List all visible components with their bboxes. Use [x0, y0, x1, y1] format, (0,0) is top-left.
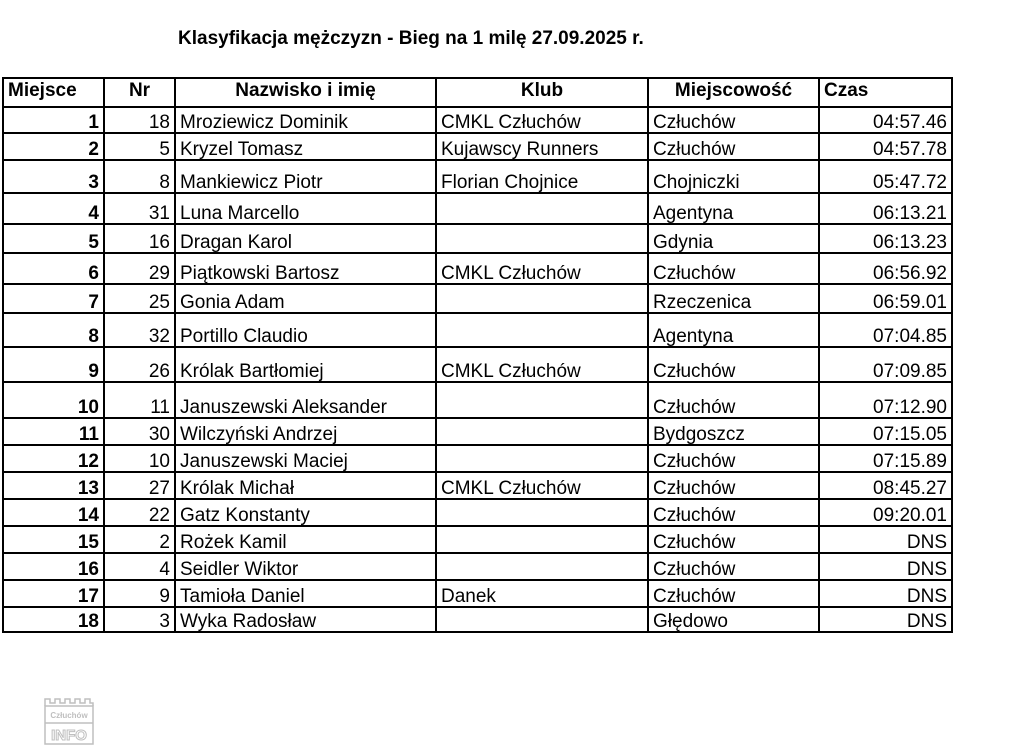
cell-time: 06:56.92 — [819, 253, 952, 284]
cell-nr: 10 — [104, 445, 175, 472]
cell-club: Danek — [436, 580, 648, 607]
table-row — [3, 193, 952, 224]
cell-nr: 27 — [104, 472, 175, 499]
cell-name: Januszewski Aleksander — [175, 382, 436, 418]
cell-town: Chojniczki — [648, 160, 819, 193]
cell-place: 5 — [3, 224, 104, 253]
cell-name: Gatz Konstanty — [175, 499, 436, 526]
header-nr: Nr — [104, 78, 175, 107]
cell-place: 8 — [3, 313, 104, 347]
cell-place: 14 — [3, 499, 104, 526]
cell-name: Wyka Radosław — [175, 607, 436, 632]
header-town: Miejscowość — [648, 78, 819, 107]
cell-time: 07:04.85 — [819, 313, 952, 347]
cell-name: Seidler Wiktor — [175, 553, 436, 580]
cell-town: Człuchów — [648, 580, 819, 607]
cell-time: DNS — [819, 526, 952, 553]
cell-club — [436, 382, 648, 418]
table-row — [3, 526, 952, 553]
cell-town: Człuchów — [648, 347, 819, 382]
header-time: Czas — [819, 78, 952, 107]
cell-club — [436, 284, 648, 313]
cell-time: 08:45.27 — [819, 472, 952, 499]
header-place: Miejsce — [3, 78, 104, 107]
cell-name: Luna Marcello — [175, 193, 436, 224]
cell-town: Człuchów — [648, 499, 819, 526]
cell-name: Królak Bartłomiej — [175, 347, 436, 382]
table-row — [3, 133, 952, 160]
table-row — [3, 313, 952, 347]
cell-time: DNS — [819, 553, 952, 580]
cell-place: 11 — [3, 418, 104, 445]
table-row — [3, 553, 952, 580]
cell-nr: 4 — [104, 553, 175, 580]
cell-place: 18 — [3, 607, 104, 632]
cell-place: 2 — [3, 133, 104, 160]
cell-name: Piątkowski Bartosz — [175, 253, 436, 284]
cell-nr: 25 — [104, 284, 175, 313]
cell-place: 13 — [3, 472, 104, 499]
cell-place: 7 — [3, 284, 104, 313]
castle-logo-icon — [43, 696, 95, 746]
cell-time: 05:47.72 — [819, 160, 952, 193]
cell-club: CMKL Człuchów — [436, 253, 648, 284]
cell-time: 07:12.90 — [819, 382, 952, 418]
cell-time: 06:59.01 — [819, 284, 952, 313]
cell-time: 06:13.21 — [819, 193, 952, 224]
cell-name: Mroziewicz Dominik — [175, 107, 436, 133]
cell-place: 3 — [3, 160, 104, 193]
cell-club — [436, 313, 648, 347]
table-row — [3, 160, 952, 193]
cell-club — [436, 445, 648, 472]
cell-club: CMKL Człuchów — [436, 107, 648, 133]
cell-nr: 31 — [104, 193, 175, 224]
cell-nr: 26 — [104, 347, 175, 382]
table-row — [3, 253, 952, 284]
cell-place: 1 — [3, 107, 104, 133]
cell-club: CMKL Człuchów — [436, 347, 648, 382]
cell-town: Człuchów — [648, 107, 819, 133]
cell-name: Królak Michał — [175, 472, 436, 499]
cell-club: Florian Chojnice — [436, 160, 648, 193]
cell-time: 07:09.85 — [819, 347, 952, 382]
cell-name: Dragan Karol — [175, 224, 436, 253]
cell-time: 04:57.46 — [819, 107, 952, 133]
cell-town: Głędowo — [648, 607, 819, 632]
header-club: Klub — [436, 78, 648, 107]
cell-town: Bydgoszcz — [648, 418, 819, 445]
cell-time: 07:15.05 — [819, 418, 952, 445]
table-row — [3, 418, 952, 445]
cell-place: 17 — [3, 580, 104, 607]
cell-town: Człuchów — [648, 526, 819, 553]
cell-town: Człuchów — [648, 253, 819, 284]
table-row — [3, 445, 952, 472]
table-row — [3, 224, 952, 253]
cell-name: Gonia Adam — [175, 284, 436, 313]
table-row — [3, 107, 952, 133]
cell-place: 6 — [3, 253, 104, 284]
cell-nr: 32 — [104, 313, 175, 347]
cell-place: 16 — [3, 553, 104, 580]
cell-time: DNS — [819, 607, 952, 632]
cell-town: Agentyna — [648, 193, 819, 224]
cell-club — [436, 499, 648, 526]
cell-club — [436, 526, 648, 553]
cell-town: Człuchów — [648, 472, 819, 499]
cell-nr: 9 — [104, 580, 175, 607]
cell-town: Gdynia — [648, 224, 819, 253]
cell-town: Agentyna — [648, 313, 819, 347]
cell-nr: 16 — [104, 224, 175, 253]
cell-name: Januszewski Maciej — [175, 445, 436, 472]
table-row — [3, 382, 952, 418]
cell-nr: 18 — [104, 107, 175, 133]
cell-name: Mankiewicz Piotr — [175, 160, 436, 193]
cell-nr: 3 — [104, 607, 175, 632]
table-row — [3, 284, 952, 313]
results-table — [2, 77, 953, 633]
cell-place: 9 — [3, 347, 104, 382]
cell-time: 07:15.89 — [819, 445, 952, 472]
cell-club — [436, 418, 648, 445]
cell-nr: 11 — [104, 382, 175, 418]
cell-club: CMKL Człuchów — [436, 472, 648, 499]
cell-club — [436, 607, 648, 632]
cell-name: Wilczyński Andrzej — [175, 418, 436, 445]
cell-town: Rzeczenica — [648, 284, 819, 313]
cell-nr: 30 — [104, 418, 175, 445]
cell-name: Portillo Claudio — [175, 313, 436, 347]
table-header-row — [3, 78, 952, 107]
table-row — [3, 499, 952, 526]
cell-club — [436, 553, 648, 580]
page-title: Klasyfikacja mężczyzn - Bieg na 1 milę 27.09.2025 r. — [178, 28, 644, 49]
cell-place: 15 — [3, 526, 104, 553]
cell-nr: 8 — [104, 160, 175, 193]
cell-place: 12 — [3, 445, 104, 472]
cell-nr: 22 — [104, 499, 175, 526]
cell-nr: 29 — [104, 253, 175, 284]
cell-place: 10 — [3, 382, 104, 418]
cell-club: Kujawscy Runners — [436, 133, 648, 160]
cell-place: 4 — [3, 193, 104, 224]
cell-name: Kryzel Tomasz — [175, 133, 436, 160]
cell-nr: 5 — [104, 133, 175, 160]
cell-name: Tamioła Daniel — [175, 580, 436, 607]
table-row — [3, 472, 952, 499]
cell-town: Człuchów — [648, 445, 819, 472]
table-row — [3, 580, 952, 607]
cell-time: 06:13.23 — [819, 224, 952, 253]
cell-club — [436, 193, 648, 224]
cell-name: Rożek Kamil — [175, 526, 436, 553]
cell-town: Człuchów — [648, 382, 819, 418]
logo-bottom-text: INFO — [51, 727, 87, 744]
cell-time: 04:57.78 — [819, 133, 952, 160]
cell-town: Człuchów — [648, 553, 819, 580]
cell-nr: 2 — [104, 526, 175, 553]
logo-top-text: Człuchów — [50, 711, 88, 720]
cell-club — [436, 224, 648, 253]
header-name: Nazwisko i imię — [175, 78, 436, 107]
cell-town: Człuchów — [648, 133, 819, 160]
cell-time: 09:20.01 — [819, 499, 952, 526]
table-row — [3, 607, 952, 632]
cell-time: DNS — [819, 580, 952, 607]
table-row — [3, 347, 952, 382]
